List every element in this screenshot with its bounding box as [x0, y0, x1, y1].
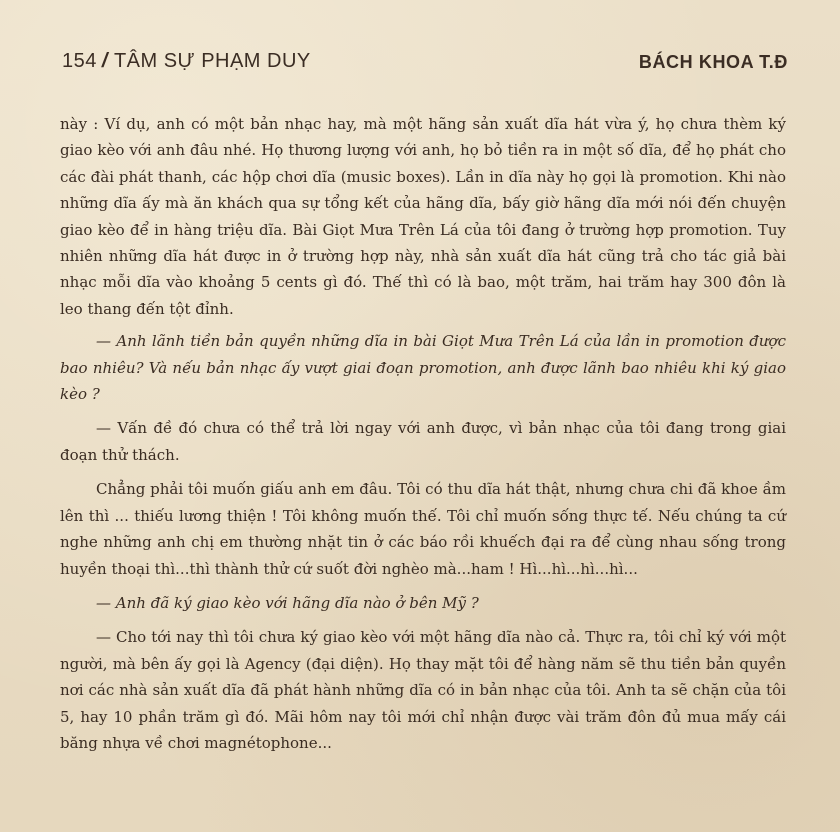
interview-question: — Anh lãnh tiền bản quyền những dĩa in bài Giọt Mưa Trên Lá của lần in promotion được bao nhiêu? Và nếu bản nhạc ấy vượt giai đoạn promotion, anh được lãnh bao nhiêu khi ký giao kèo ? — [60, 332, 786, 404]
paragraph-continuation: này : Ví dụ, anh có một bản nhạc hay, mà một hãng sản xuất dĩa hát vừa ý, họ chưa thèm ký giao kèo với anh đâu nhé. Họ thương lượng với anh, họ bỏ tiền ra in một số dĩa, để họ phát cho các đài phát thanh, các hộp chơi dĩa (music boxes). Lần in dĩa này họ gọi là promotion. Khi nào những dĩa ấy mà ăn khách qua sự tổng kết của hãng dĩa, bấy giờ hãng dĩa mới nói đến chuyện giao kèo để in hàng triệu dĩa. Bài Giọt Mưa Trên Lá của tôi đang ở trường hợp promotion. Tuy nhiên những dĩa hát được in ở trường hợp này, nhà sản xuất dĩa hát cũng trả cho tác giả bài nhạc mỗi dĩa vào khoảng 5 cents gì đó. Thế thì có là bao, một trăm, hai trăm hay 300 đôn là leo thang đến tột đỉnh. — [60, 115, 786, 318]
header-separator: / — [101, 50, 108, 72]
answer-paragraph: Chẳng phải tôi muốn giấu anh em đâu. Tôi có thu dĩa hát thật, nhưng chưa chi đã khoe ầm lên thì ... thiếu lương thiện ! Tôi không muốn thế. Tôi chỉ muốn sống thực tế. Nếu chúng ta cứ nghe những anh chị em thường nhặt tin ở các báo rồi khuếch đại ra để cùng nhau sống trong huyền thoại thì...thì thành thử cứ suốt đời nghèo mà...ham ! Hì...hì...hì...hì... — [60, 480, 786, 578]
running-header — [62, 50, 788, 78]
interview-answer: — Cho tới nay thì tôi chưa ký giao kèo với một hãng dĩa nào cả. Thực ra, tôi chỉ ký với một người, mà bên ấy gọi là Agency (đại diện). Họ thay mặt tôi để hàng năm sẽ thu tiền bản quyền nơi các nhà sản xuất dĩa đã phát hành những dĩa có in bản nhạc của tôi. Anh ta sẽ chặn của tôi 5, hay 10 phần trăm gì đó. Mãi hôm nay tôi mới chỉ nhận được vài trăm đôn đủ mua mấy cái băng nhựa về chơi magnétophone... — [60, 628, 786, 752]
interview-question: — Anh đã ký giao kèo với hãng dĩa nào ở bên Mỹ ? — [96, 593, 479, 612]
header-left — [62, 50, 311, 73]
body-text — [60, 111, 786, 756]
section-title: TÂM SỰ PHẠM DUY — [113, 50, 311, 72]
page-number: 154 — [62, 50, 97, 72]
interview-answer: — Vấn đề đó chưa có thể trả lời ngay với anh được, vì bản nhạc của tôi đang trong giai đoạn thử thách. — [60, 419, 786, 464]
journal-name: BÁCH KHOA T.Đ — [638, 52, 788, 72]
